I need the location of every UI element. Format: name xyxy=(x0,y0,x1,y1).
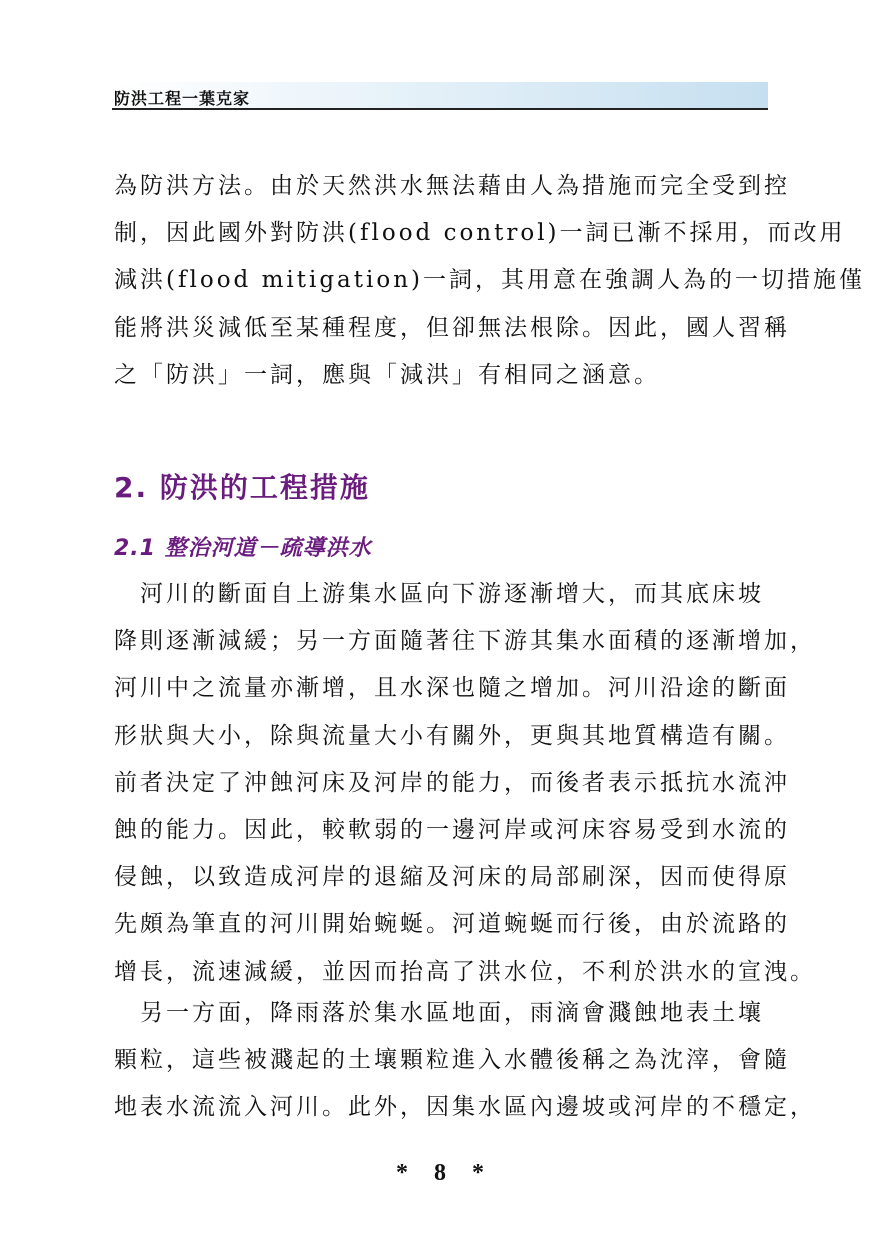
subsection-heading: 2.1 整治河道－疏導洪水 xyxy=(114,536,372,561)
text-line: 地表水流流入河川。此外，因集水區內邊坡或河岸的不穩定， xyxy=(114,1094,816,1121)
intro-paragraph xyxy=(114,163,866,399)
page-footer xyxy=(0,1160,880,1187)
text-line: 制，因此國外對防洪(flood control)一詞已漸不採用，而改用 xyxy=(114,220,846,247)
text-line: 河川中之流量亦漸增，且水深也隨之增加。河川沿途的斷面 xyxy=(114,675,790,702)
text-line: 減洪(flood mitigation)一詞，其用意在強調人為的一切措施僅 xyxy=(114,267,866,294)
text-line: 侵蝕，以致造成河岸的退縮及河床的局部刷深，因而使得原 xyxy=(114,864,790,891)
text-line: 形狀與大小，除與流量大小有關外，更與其地質構造有關。 xyxy=(114,722,790,749)
text-line: 之「防洪」一詞，應與「減洪」有相同之涵意。 xyxy=(114,361,660,388)
footer-ornament-left: * xyxy=(396,1160,408,1186)
body-paragraph-2 xyxy=(114,990,816,1132)
header-rule xyxy=(112,108,768,110)
text-line: 增長，流速減緩，並因而抬高了洪水位，不利於洪水的宣洩。 xyxy=(114,958,816,985)
text-line: 前者決定了沖蝕河床及河岸的能力，而後者表示抵抗水流沖 xyxy=(114,769,790,796)
text-line: 降則逐漸減緩；另一方面隨著往下游其集水面積的逐漸增加， xyxy=(114,628,816,655)
running-header-title: 防洪工程一葉克家 xyxy=(114,89,251,108)
page-number: 8 xyxy=(434,1160,446,1186)
text-line: 能將洪災減低至某種程度，但卻無法根除。因此，國人習稱 xyxy=(114,314,790,341)
body-paragraph-1 xyxy=(114,571,816,996)
text-line: 為防洪方法。由於天然洪水無法藉由人為措施而完全受到控 xyxy=(114,173,790,199)
text-line: 河川的斷面自上游集水區向下游逐漸增大，而其底床坡 xyxy=(114,581,764,607)
section-heading: 2. 防洪的工程措施 xyxy=(114,471,370,504)
text-line: 另一方面，降雨落於集水區地面，雨滴會濺蝕地表土壤 xyxy=(114,1000,764,1026)
text-line: 蝕的能力。因此，較軟弱的一邊河岸或河床容易受到水流的 xyxy=(114,817,790,844)
text-line: 先頗為筆直的河川開始蜿蜒。河道蜿蜒而行後，由於流路的 xyxy=(114,911,790,938)
text-line: 顆粒，這些被濺起的土壤顆粒進入水體後稱之為沈滓，會隨 xyxy=(114,1047,790,1074)
footer-ornament-right: * xyxy=(472,1160,484,1186)
